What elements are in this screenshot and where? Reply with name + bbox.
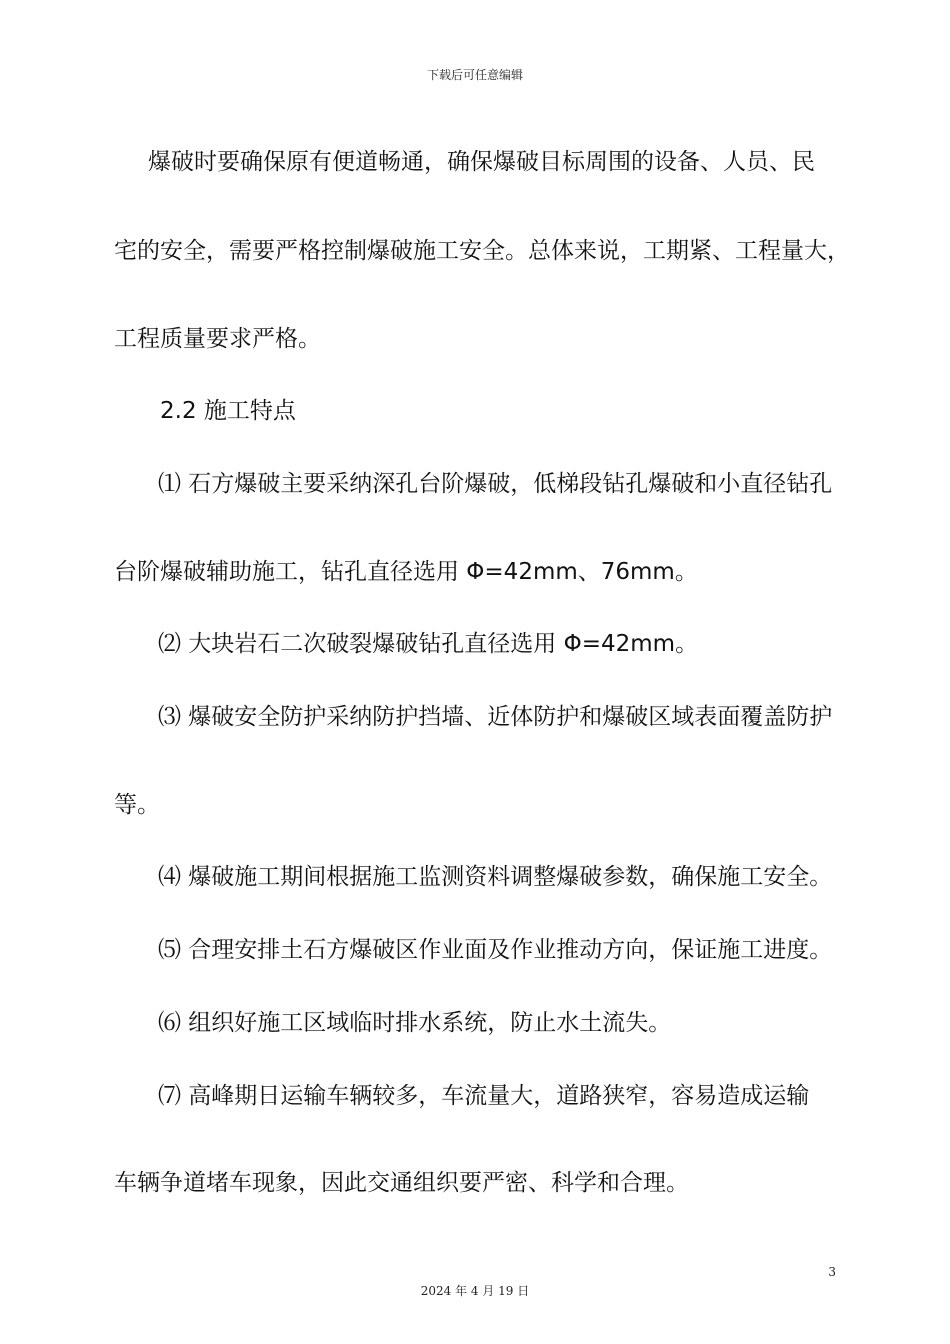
paragraph-line: ⑵ 大块岩石二次破裂爆破钻孔直径选用 Φ=42mm。: [158, 631, 699, 657]
paragraph-line: 工程质量要求严格。: [114, 326, 321, 352]
paragraph-line: 等。: [114, 792, 160, 818]
paragraph-line: ⑹ 组织好施工区域临时排水系统，防止水土流失。: [158, 1010, 672, 1036]
page-header: 下载后可任意编辑: [426, 68, 523, 82]
page-number: 3: [828, 1265, 836, 1279]
paragraph-line: 车辆争道堵车现象，因此交通组织要严密、科学和合理。: [114, 1170, 689, 1196]
paragraph-line: ⑷ 爆破施工期间根据施工监测资料调整爆破参数，确保施工安全。: [158, 864, 833, 890]
paragraph-line: 宅的安全，需要严格控制爆破施工安全。总体来说，工期紧、工程量大，: [114, 238, 850, 264]
paragraph-line: ⑴ 石方爆破主要采纳深孔台阶爆破，低梯段钻孔爆破和小直径钻孔: [158, 471, 833, 497]
footer-date: 2024 年 4 月 19 日: [420, 1284, 530, 1298]
section-heading: 2.2 施工特点: [160, 398, 296, 424]
paragraph-line: ⑸ 合理安排土石方爆破区作业面及作业推动方向，保证施工进度。: [158, 937, 833, 963]
paragraph-line: 爆破时要确保原有便道畅通，确保爆破目标周围的设备、人员、民: [148, 149, 815, 175]
paragraph-line: ⑶ 爆破安全防护采纳防护挡墙、近体防护和爆破区域表面覆盖防护: [158, 704, 833, 730]
paragraph-line: ⑺ 高峰期日运输车辆较多，车流量大，道路狭窄，容易造成运输: [158, 1083, 810, 1109]
paragraph-line: 台阶爆破辅助施工，钻孔直径选用 Φ=42mm、76mm。: [114, 559, 698, 585]
